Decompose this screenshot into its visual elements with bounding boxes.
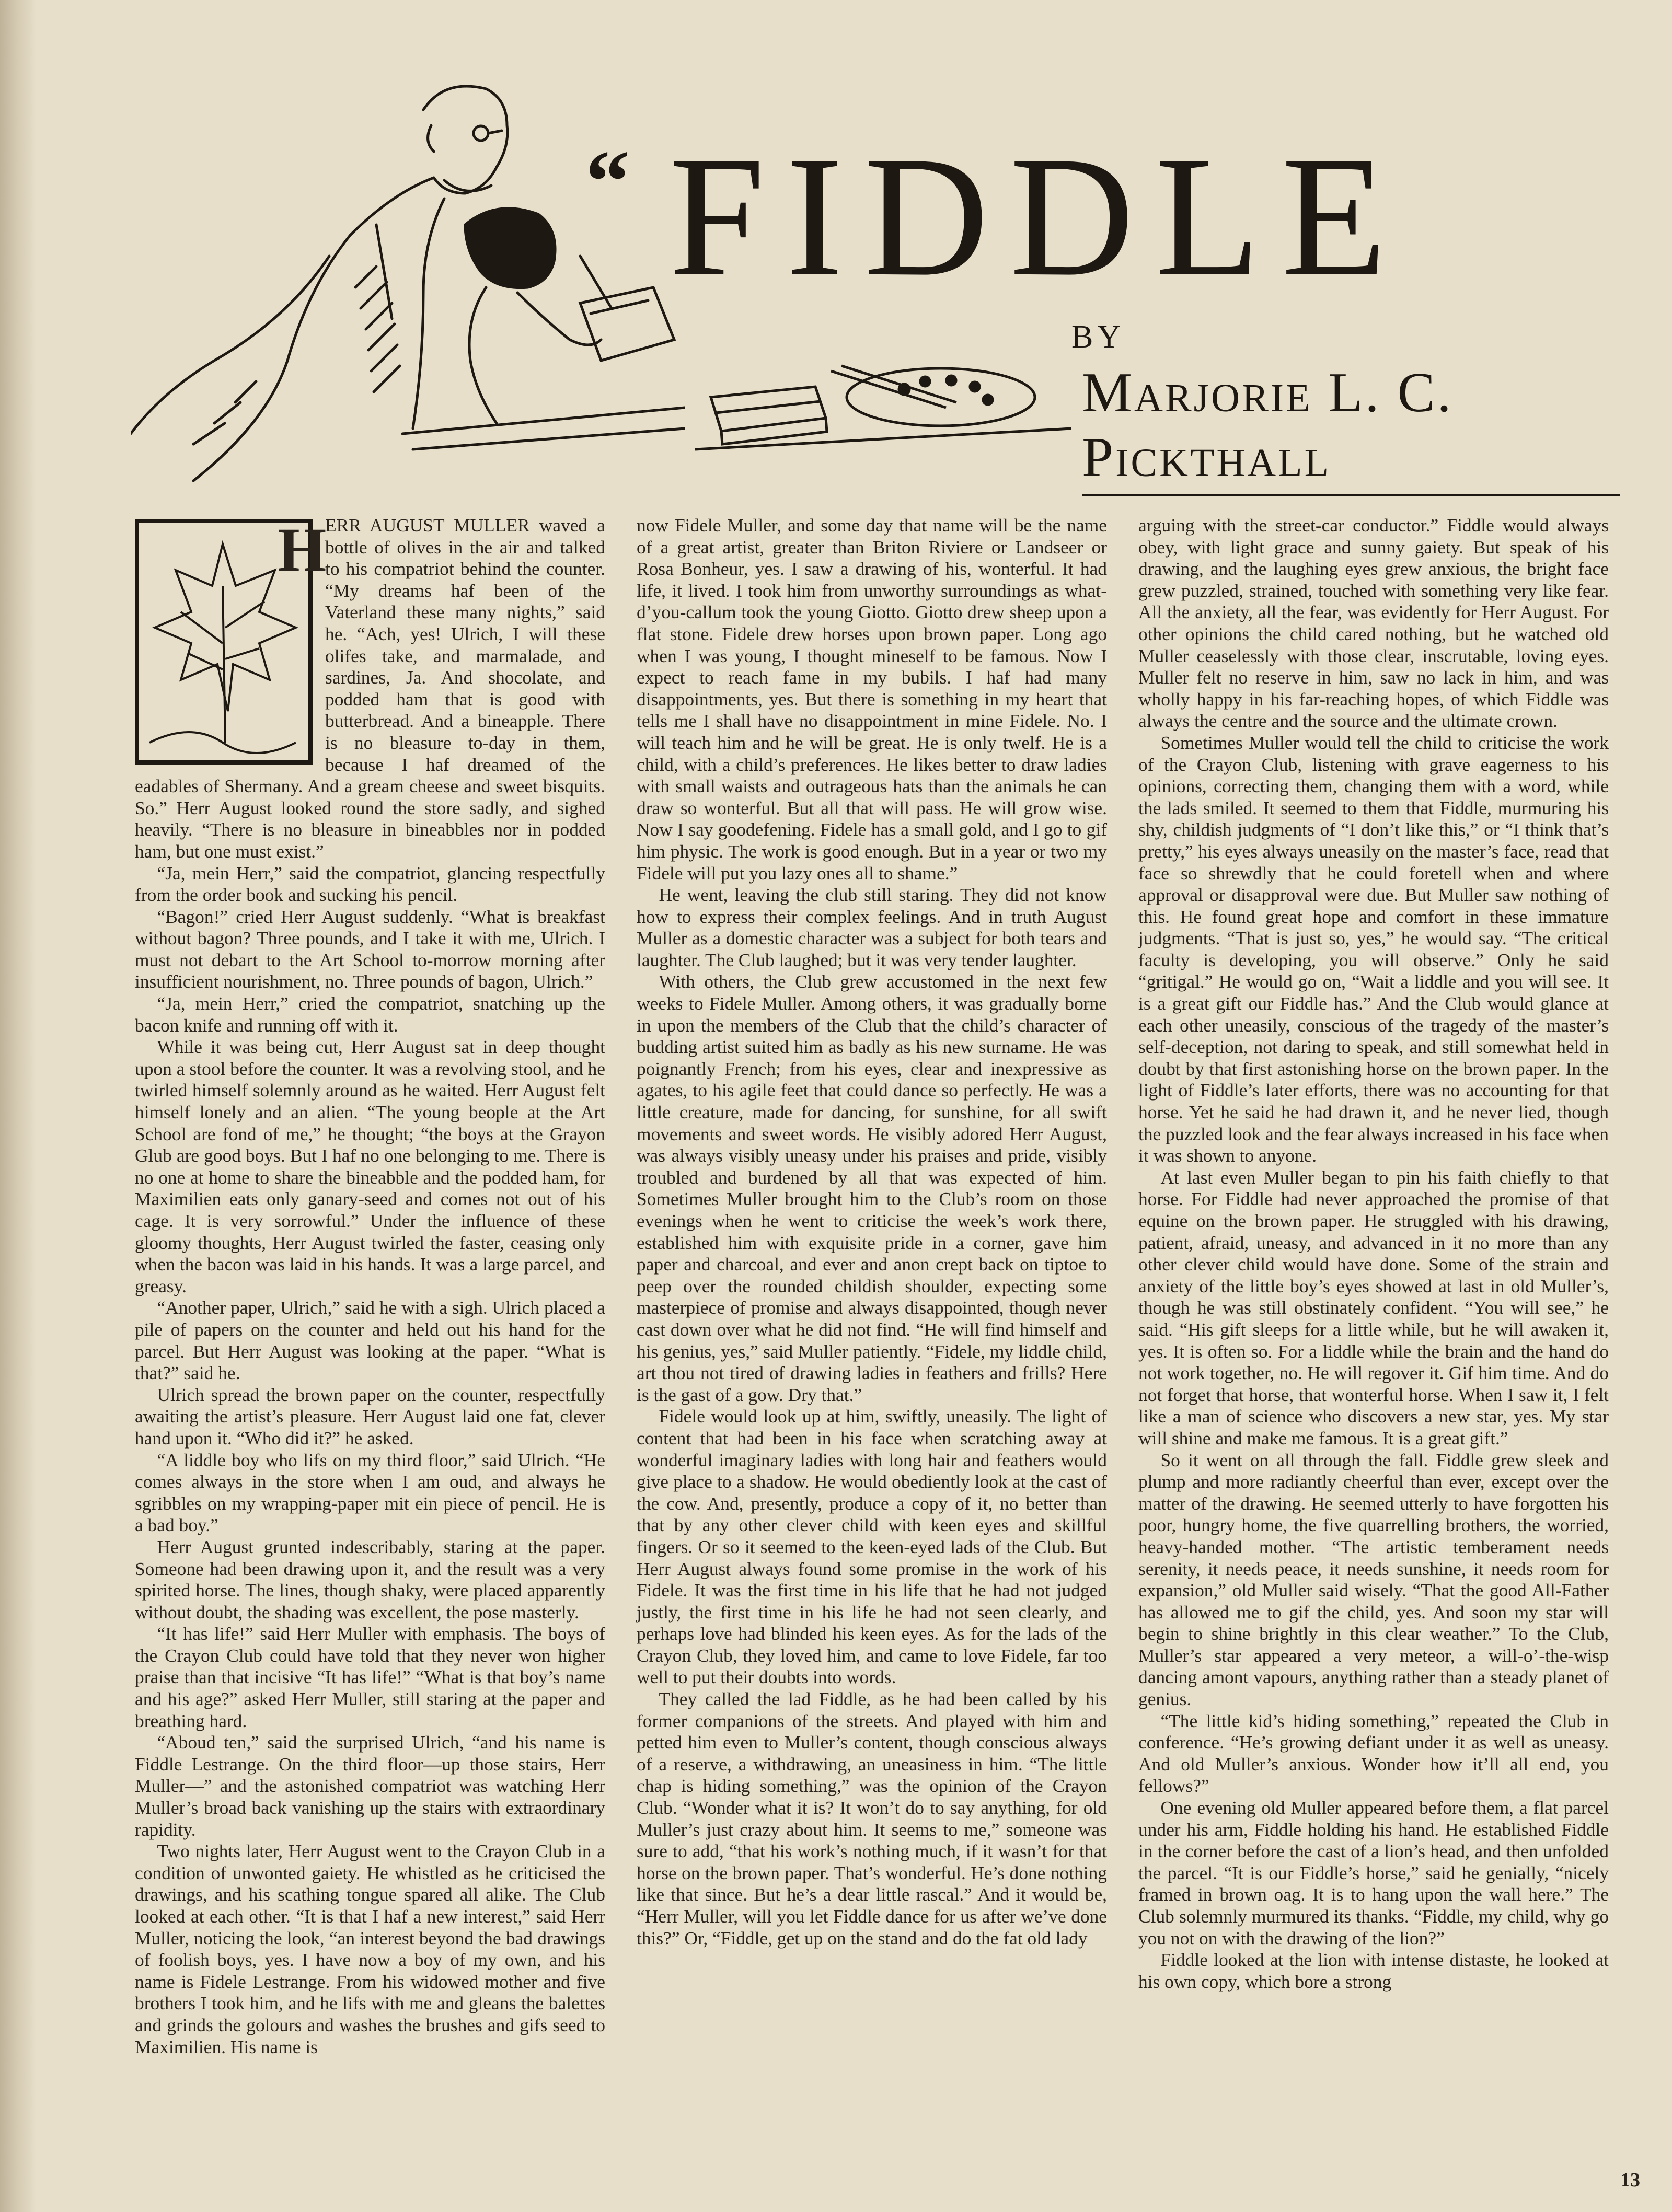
paragraph: He went, leaving the club still staring. They did not know how to express their complex feelings. And in truth August Muller as a domestic character was a subject for both tears and laughter. The Club laughed; but it was very tender laughter. — [637, 884, 1107, 970]
paragraph: “Aboud ten,” said the surprised Ulrich, “and his name is Fiddle Lestrange. On the third floor—up those stairs, Herr Muller—” and the astonished compatriot was watching Herr Muller’s broad back vanishing up the stairs with extraordinary rapidity. — [135, 1732, 605, 1840]
article-body — [135, 515, 1609, 2156]
paragraph: Fidele would look up at him, swiftly, uneasily. The light of content that had been in his face when scratching away at wonderful imaginary ladies with long hair and feathers would give place to a shadow. He would obediently look at the cast of the cow. And, presently, produce a copy of it, no better than that by any other clever child with keen eyes and skillful fingers. Or so it seemed to the keen-eyed lads of the Club. But Herr August always found some promise in the work of his Fidele. It was the first time in his life that he had not judged justly, the first time in his life he had not seen clearly, and perhaps love had blinded his keen eyes. As for the lads of the Crayon Club, they loved him, and came to love Fidele, far too well to put their doubts into words. — [637, 1406, 1107, 1688]
paragraph: “It has life!” said Herr Muller with emphasis. The boys of the Crayon Club could have told that they never won higher praise than that incisive “It has life!” “What is that boy’s name and his age?” asked Herr Muller, still staring at the paper and breathing hard. — [135, 1623, 605, 1731]
article-title: FIDDLE — [669, 121, 1408, 312]
page-number: 13 — [1620, 2169, 1640, 2191]
byline-by: BY — [1071, 319, 1125, 355]
paragraph: One evening old Muller appeared before them, a flat parcel under his arm, Fiddle holding his hand. He established Fiddle in the corner before the cast of a lion’s head, and then unfolded the parcel. “It is our Fiddle’s horse,” said he genially, “nicely framed in brown oag. It is to hang upon the wall here.” The Club solemnly murmured its thanks. “Fiddle, my child, why go you not on with the drawing of the lion?” — [1138, 1797, 1609, 1949]
paragraph: “Ja, mein Herr,” said the compatriot, glancing respectfully from the order book and sucking his pencil. — [135, 862, 605, 906]
column-1 — [135, 515, 605, 2156]
byline-author: Marjorie L. C. Pickthall — [1082, 361, 1620, 496]
paragraph: With others, the Club grew accustomed in the next few weeks to Fidele Muller. Among others, it was gradually borne in upon the members of the Club that the child’s character of budding artist suited him as badly as his new surname. He was poignantly French; from his eyes, clear and inexpressive as agates, to his agile feet that could dance so perfectly. He was a little creature, made for dancing, for sunshine, for all swift movements and sweet words. He visibly adored Herr August, was always visibly uneasy under his praises and pride, visibly troubled and burdened by all that was expected of him. Sometimes Muller brought him to the Club’s room on those evenings when he went to criticise the week’s work there, established him with exquisite pride in a corner, gave him paper and charcoal, and ever and anon crept back on tiptoe to peep over the rounded childish shoulder, expecting some masterpiece of promise and always disappointed, though never cast down over what he did not find. “He will find himself and his genius, yes,” said Muller patiently. “Fidele, my liddle child, art thou not tired of drawing ladies in feathers and frills? Here is the gast of a gow. Dry that.” — [637, 971, 1107, 1405]
paragraph: arguing with the street-car conductor.” Fiddle would always obey, with light grace and sunny gaiety. But speak of his drawing, and the laughing eyes grew anxious, the bright face grew puzzled, strained, touched with something very like fear. All the anxiety, all the fear, was evidently for Herr August. For other opinions the child cared nothing, but he watched old Muller ceaselessly with those clear, inscrutable, loving eyes. Muller felt no reserve in him, saw no lack in him, and was wholly happy in his far-reaching hopes, of which Fiddle was always the centre and the source and the ultimate crown. — [1138, 515, 1609, 732]
paragraph: “Ja, mein Herr,” cried the compatriot, snatching up the bacon knife and running off with it. — [135, 993, 605, 1036]
article-header — [131, 68, 1620, 502]
paragraph: At last even Muller began to pin his faith chiefly to that horse. For Fiddle had never approached the promise of that equine on the brown paper. He struggled with his drawing, patient, afraid, uneasy, and advanced in it no more than any other clever child would have done. Some of the strain and anxiety of the little boy’s eyes showed at last in old Muller’s, though he was still obstinately confident. “You will see,” he said. “His gift sleeps for a little while, but he will awaken it, yes. It is often so. For a liddle while the brain and the hand do not work together, no. He will regover it. Gif him time. And do not forget that horse, that wonterful horse. When I saw it, I felt like a man of science who discovers a new star, yes. My star will shine and make me famous. It is a great gift.” — [1138, 1166, 1609, 1449]
paragraph: Fiddle looked at the lion with intense distaste, he looked at his own copy, which bore a strong — [1138, 1949, 1609, 1992]
paragraph: Sometimes Muller would tell the child to criticise the work of the Crayon Club, listening with grave eagerness to his opinions, correcting them, changing them with a word, while the lads smiled. It seemed to them that Fiddle, murmuring his shy, childish judgments of “I don’t like this,” or “I think that’s pretty,” his eyes always uneasily on the master’s face, read that face so shrewdly that he could foretell when and where approval or disapproval were due. But Muller saw nothing of this. He found great hope and comfort in these immature judgments. “That is just so, yes,” he would say. “The critical faculty is developing, you will observe.” Only he said “gritigal.” He would go on, “Wait a liddle and you will see. It is a great gift our Fiddle has.” And the Club would glance at each other uneasily, conscious of the tragedy of the master’s self-deception, not daring to speak, and still somewhat held in doubt by that first astonishing horse on the brown paper. In the light of Fiddle’s later efforts, there was no accounting for that horse. Yet he said he had drawn it, and he never lied, though the puzzled look and the fear always increased in his face when it was shown to anyone. — [1138, 732, 1609, 1166]
paragraph: ERR AUGUST MULLER waved a bottle of olives in the air and talked to his compatriot behind the counter. “My dreams haf been of the Vaterland these many nights,” said he. “Ach, yes! Ulrich, I will these olifes take, and marmalade, and sardines, Ja. And shocolate, and podded ham that is good with butterbread. And a bineapple. There is no bleasure to-day in them, because I haf dreamed of the eadables of Shermany. And a gream cheese and sweet bisquits. So.” Herr August looked round the store sadly, and sighed heavily. “There is no bleasure in bineabbles nor in podded ham, but one must exist.” — [135, 515, 605, 862]
paragraph: Two nights later, Herr August went to the Crayon Club in a condition of unwonted gaiety. He whistled as he criticised the drawings, and his scathing tongue spared all alike. The Club looked at each other. “It is that I haf a new interest,” said Herr Muller, noticing the look, “an interest beyond the bad drawings of foolish boys, yes. I have now a boy of my own, and his name is Fidele Lestrange. From his widowed mother and five brothers I took him, and he lifs with me and gleans the balettes and grinds the golours and washes the brushes and gifs seed to Maximilien. His name is — [135, 1840, 605, 2057]
paragraph: “A liddle boy who lifs on my third floor,” said Ulrich. “He comes always in the store when I am oud, and always he sgribbles on my wrapping-paper mit ein piece of pencil. He is a bad boy.” — [135, 1449, 605, 1536]
paragraph: They called the lad Fiddle, as he had been called by his former companions of the streets. And played with him and petted him even to Muller’s content, though conscious always of a reserve, a withdrawing, an uneasiness in him. “The little chap is hiding something,” was the opinion of the Crayon Club. “Wonder what it is? It won’t do to say anything, for old Muller’s just crazy about him. It seems to me,” someone was sure to add, “that his work’s nothing much, if it wasn’t for that horse on the brown paper. That’s wonderful. He’s done nothing like that since. But he’s a dear little rascal.” And it would be, “Herr Muller, will you let Fiddle dance for us after we’ve done this?” Or, “Fiddle, get up on the stand and do the fat old lady — [637, 1688, 1107, 1949]
paragraph: now Fidele Muller, and some day that name will be the name of a great artist, greater than Briton Riviere or Landseer or Rosa Bonheur, yes. I saw a drawing of his, wonterful. It had life, it lived. I took him from unworthy surroundings as what-d’you-callum took the young Giotto. Giotto drew sheep upon a flat stone. Fidele drew horses upon brown paper. Long ago when I was young, I thought mineself to be famous. Now I expect to reach fame in my bubils. I haf had many disappointments, yes. But there is something in my heart that tells me I shall have no disappointment in mine Fidele. No. I will teach him and he will be great. He is only twelf. He is a child, with a child’s preferences. He likes better to draw ladies with small waists and outrageous hats than the animals he can draw so wonterful. But all that will pass. He will grow wise. Now I say goodefening. Fidele has a small gold, and I go to gif him physic. The work is good enough. But in a year or two my Fidele will put you lazy ones all to shame.” — [637, 515, 1107, 884]
paragraph: “Another paper, Ulrich,” said he with a sigh. Ulrich placed a pile of papers on the counter and held out his hand for the parcel. But Herr August was looking at the paper. “What is that?” said he. — [135, 1297, 605, 1384]
title-quote-mark: “ — [585, 132, 630, 230]
palette-and-books-illustration — [695, 340, 1071, 460]
page-binding-shadow — [0, 0, 37, 2212]
column-3 — [1138, 515, 1609, 2156]
paragraph: While it was being cut, Herr August sat in deep thought upon a stool before the counter. It was a revolving stool, and he twirled himself solemnly around as he waited. Herr August felt himself lonely and an alien. “The young beople at the Art School are fond of me,” he thought; “the boys at the Grayon Glub are good boys. But I haf no one belonging to me. There is no one at home to share the bineabble and the podded ham, for Maximilien eats only ganary-seed and comes not out of his cage. It is very sorrowful.” Under the influence of these gloomy thoughts, Herr August twirled the faster, ceasing only when the bacon was laid in his hands. It was a large parcel, and greasy. — [135, 1036, 605, 1296]
column-2 — [637, 515, 1107, 2156]
paragraph: Herr August grunted indescribably, staring at the paper. Someone had been drawing upon it, and the result was a very spirited horse. The lines, though shaky, were placed apparently without doubt, the shading was excellent, the pose masterly. — [135, 1536, 605, 1623]
drop-cap-ornament — [135, 515, 327, 765]
paragraph: Ulrich spread the brown paper on the counter, respectfully awaiting the artist’s pleasure. Herr August laid one fat, clever hand upon it. “Who did it?” he asked. — [135, 1384, 605, 1449]
paragraph: So it went on all through the fall. Fiddle grew sleek and plump and more radiantly cheerful than ever, except over the matter of the drawing. He seemed utterly to have forgotten his poor, hungry home, the five quarrelling brothers, the worried, heavy-handed mother. “The artistic temberament needs serenity, it needs peace, it needs sunshine, it needs room for expansion,” old Muller said wisely. “That the good All-Father has allowed me to gif the child, yes. And soon my star will begin to shine brightly in this clear weather.” To the Club, Muller’s star appeared a very meteor, a will-o’-the-wisp dancing amont vapours, anything rather than a steady planet of genius. — [1138, 1449, 1609, 1710]
paragraph: “Bagon!” cried Herr August suddenly. “What is breakfast without bagon? Three pounds, and I take it with me, Ulrich. I must not debart to the Art School to-morrow morning after insufficient nourishment, no. Three pounds of bagon, Ulrich.” — [135, 906, 605, 992]
drop-cap-letter: H — [278, 515, 327, 584]
paragraph: “The little kid’s hiding something,” repeated the Club in conference. “He’s growing defiant under it as well as uneasy. And old Muller’s anxious. Wonder how it’ll all end, you fellows?” — [1138, 1710, 1609, 1797]
